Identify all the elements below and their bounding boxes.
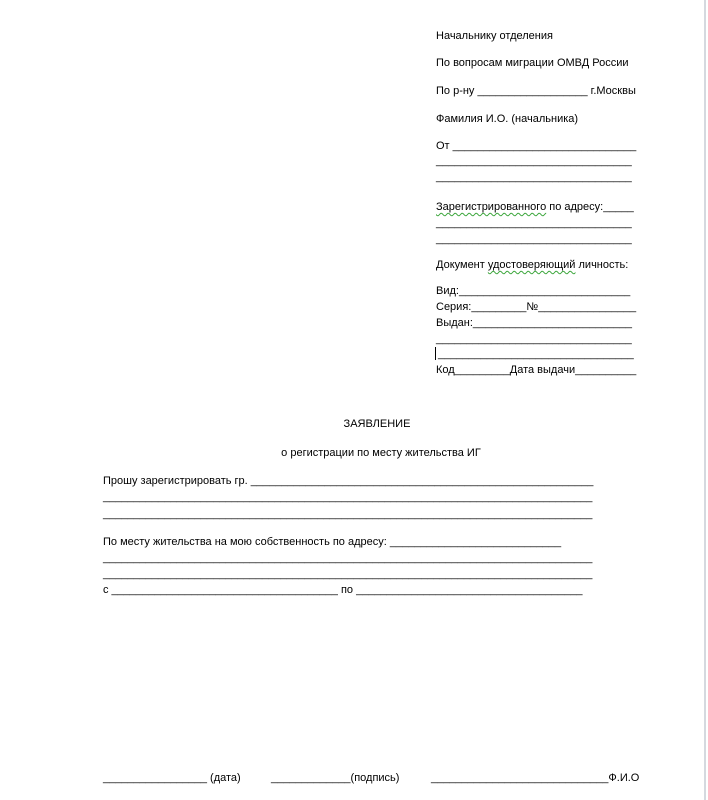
request-line: Прошу зарегистрировать гр. ________________________________________________________ — [103, 475, 594, 487]
text-cursor — [435, 347, 436, 360]
document-blank-1: ________________________________ — [436, 333, 632, 345]
period-line: с _____________________________________ по _____________________________________ — [103, 584, 583, 596]
document-blank-2: ________________________________ — [438, 348, 634, 360]
document-series-line: Серия:_________№________________ — [436, 301, 637, 313]
request-blank-1: ________________________________________________________________________________ — [103, 491, 593, 503]
document-rest: личность: — [575, 259, 629, 271]
registered-word: Зарегистрированного — [436, 201, 547, 213]
residence-blank-2: ________________________________________________________________________________ — [103, 568, 593, 580]
document-type-line: Вид:____________________________ — [436, 285, 631, 297]
document-issued-line: Выдан:__________________________ — [436, 317, 632, 329]
addressee-line-2: По вопросам миграции ОМВД России — [436, 57, 629, 69]
document-subtitle: о регистрации по месту жительства ИГ — [281, 447, 481, 459]
registered-blank-2: ________________________________ — [436, 233, 632, 245]
registered-blank-1: ________________________________ — [436, 217, 632, 229]
registered-rest: по адресу:_____ — [546, 201, 634, 213]
identity-document-line — [436, 258, 628, 272]
document-label: Документ — [436, 259, 485, 271]
date-field: _________________ (дата) — [103, 772, 241, 784]
residence-line: По месту жительства на мою собственность по адресу: ____________________________ — [103, 536, 562, 548]
addressee-line-1: Начальнику отделения — [436, 30, 553, 42]
registered-address-line — [436, 200, 634, 214]
document-title: ЗАЯВЛЕНИЕ — [343, 418, 411, 430]
from-blank-1: ________________________________ — [436, 155, 632, 167]
fio-field: _____________________________Ф.И.О — [431, 772, 640, 784]
document-code-line: Код_________Дата выдачи__________ — [436, 364, 637, 376]
from-line: От ______________________________ — [436, 140, 637, 152]
addressee-line-3: По р-ну __________________ г.Москвы — [436, 85, 636, 97]
from-blank-2: ________________________________ — [436, 171, 632, 183]
request-blank-2: ________________________________________________________________________________ — [103, 508, 593, 520]
document-word: удостоверяющий — [487, 259, 576, 271]
signature-field: _____________(подпись) — [271, 772, 400, 784]
addressee-line-4: Фамилия И.О. (начальника) — [436, 113, 579, 125]
residence-blank-1: ________________________________________________________________________________ — [103, 552, 593, 564]
